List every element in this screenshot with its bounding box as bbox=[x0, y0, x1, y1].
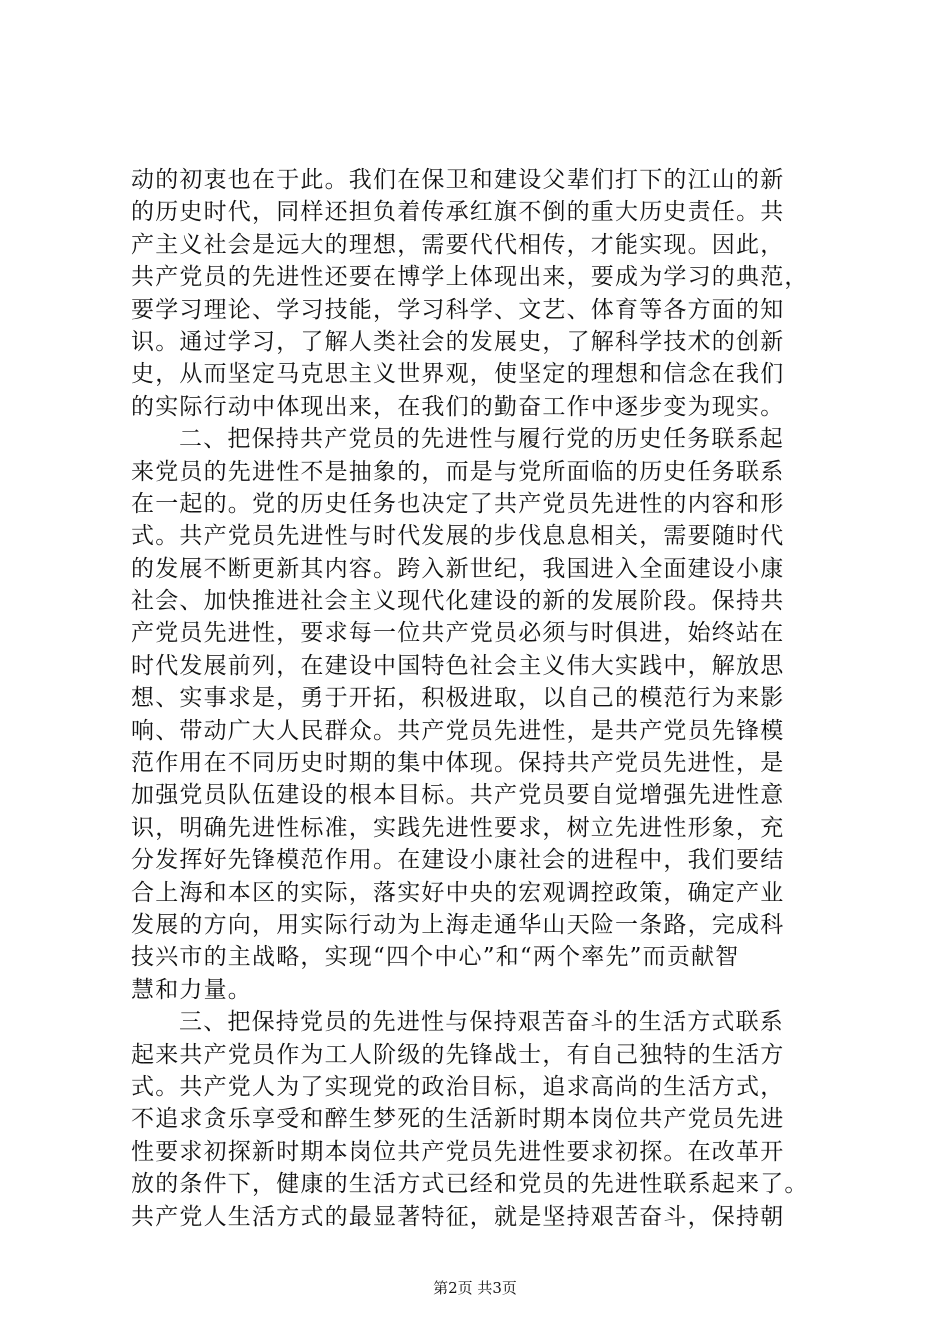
text-line: 共产党员的先进性还要在博学上体现出来，要成为学习的典范， bbox=[131, 264, 809, 291]
text-line: 慧和力量。 bbox=[131, 976, 252, 1003]
text-line: 式。共产党人为了实现党的政治目标，追求高尚的生活方式， bbox=[131, 1073, 785, 1100]
page-footer: 第2页 共3页 bbox=[433, 1279, 517, 1297]
text-line: 社会、加快推进社会主义现代化建设的新的发展阶段。保持共 bbox=[131, 588, 785, 615]
text-line: 放的条件下，健康的生活方式已经和党员的先进性联系起来了。 bbox=[131, 1171, 809, 1198]
text-line: 来党员的先进性不是抽象的，而是与党所面临的历史任务联系 bbox=[131, 458, 785, 485]
text-line: 性要求初探新时期本岗位共产党员先进性要求初探。在改革开 bbox=[131, 1138, 785, 1165]
text-line: 加强党员队伍建设的根本目标。共产党员要自觉增强先进性意 bbox=[131, 782, 785, 809]
text-line: 合上海和本区的实际，落实好中央的宏观调控政策，确定产业 bbox=[131, 879, 785, 906]
text-line: 时代发展前列，在建设中国特色社会主义伟大实践中，解放思 bbox=[131, 652, 785, 679]
text-line: 产主义社会是远大的理想，需要代代相传，才能实现。因此， bbox=[131, 231, 785, 258]
text-line: 不追求贪乐享受和醉生梦死的生活新时期本岗位共产党员先进 bbox=[131, 1106, 785, 1133]
text-line: 二、把保持共产党员的先进性与履行党的历史任务联系起 bbox=[179, 426, 784, 453]
text-line: 的实际行动中体现出来，在我们的勤奋工作中逐步变为现实。 bbox=[131, 393, 785, 420]
text-line: 识，明确先进性标准，实践先进性要求，树立先进性形象，充 bbox=[131, 814, 785, 841]
text-line: 要学习理论、学习技能，学习科学、文艺、体育等各方面的知 bbox=[131, 296, 785, 323]
text-line: 技兴市的主战略，实现“四个中心”和“两个率先”而贡献智 bbox=[131, 944, 740, 971]
text-line: 起来共产党员作为工人阶级的先锋战士，有自己独特的生活方 bbox=[131, 1041, 785, 1068]
text-line: 响、带动广大人民群众。共产党员先进性，是共产党员先锋模 bbox=[131, 717, 785, 744]
text-line: 的历史时代，同样还担负着传承红旗不倒的重大历史责任。共 bbox=[131, 199, 785, 226]
document-body bbox=[131, 164, 831, 1233]
text-line: 三、把保持党员的先进性与保持艰苦奋斗的生活方式联系 bbox=[179, 1009, 784, 1036]
text-line: 史，从而坚定马克思主义世界观，使坚定的理想和信念在我们 bbox=[131, 361, 785, 388]
text-line: 分发挥好先锋模范作用。在建设小康社会的进程中，我们要结 bbox=[131, 847, 785, 874]
text-line: 共产党人生活方式的最显著特征，就是坚持艰苦奋斗，保持朝 bbox=[131, 1203, 785, 1230]
text-line: 想、实事求是，勇于开拓，积极进取，以自己的模范行为来影 bbox=[131, 685, 785, 712]
text-line: 发展的方向，用实际行动为上海走通华山天险一条路，完成科 bbox=[131, 911, 785, 938]
text-line: 产党员先进性，要求每一位共产党员必须与时俱进，始终站在 bbox=[131, 620, 785, 647]
text-line: 范作用在不同历史时期的集中体现。保持共产党员先进性，是 bbox=[131, 750, 785, 777]
text-line: 动的初衷也在于此。我们在保卫和建设父辈们打下的江山的新 bbox=[131, 167, 785, 193]
text-line: 在一起的。党的历史任务也决定了共产党员先进性的内容和形 bbox=[131, 490, 785, 517]
text-line: 识。通过学习，了解人类社会的发展史，了解科学技术的创新 bbox=[131, 328, 785, 355]
text-line: 式。共产党员先进性与时代发展的步伐息息相关，需要随时代 bbox=[131, 523, 785, 550]
text-line: 的发展不断更新其内容。跨入新世纪，我国进入全面建设小康 bbox=[131, 555, 785, 582]
